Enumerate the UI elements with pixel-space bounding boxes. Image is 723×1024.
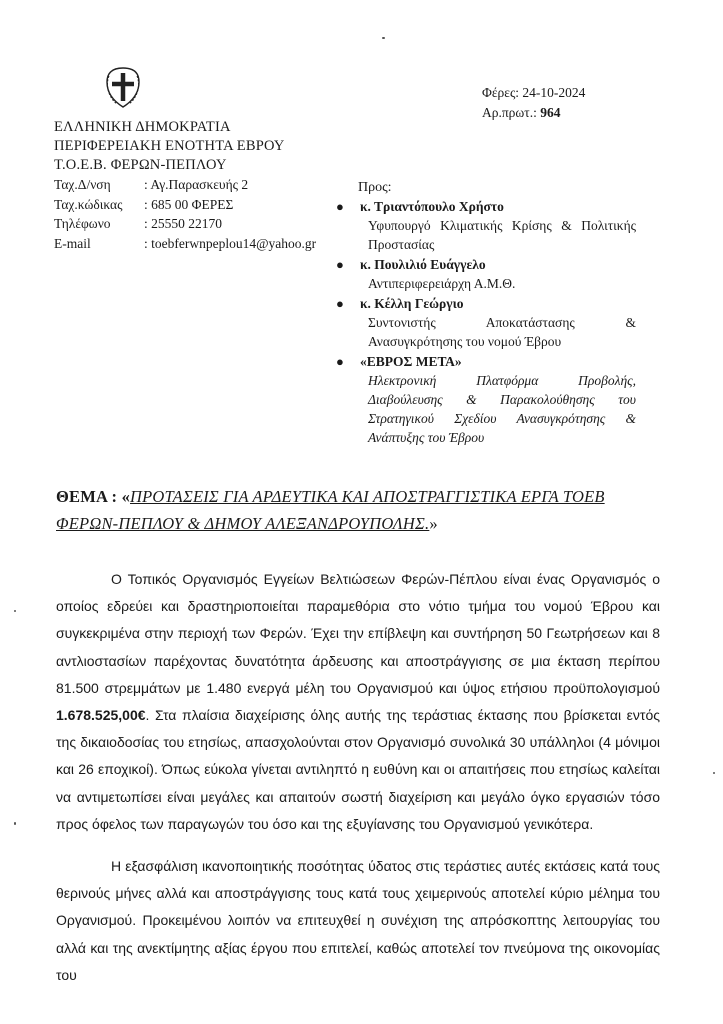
subject-end: » — [429, 514, 438, 533]
subject-text: ΠΡΟΤΑΣΕΙΣ ΓΙΑ ΑΡΔΕΥΤΙΚΑ ΚΑΙ ΑΠΟΣΤΡΑΓΓΙΣΤΙΚΑ ΕΡΓΑ ΤΟΕΒ ΦΕΡΩΝ-ΠΕΠΛΟΥ & ΔΗΜΟΥ ΑΛΕΞΑΝΔΡΟΥΠΟΛΗΣ. — [56, 487, 605, 533]
protocol-line — [482, 103, 585, 123]
recipient-item — [336, 197, 636, 254]
subject-line — [56, 483, 660, 537]
budget-amount: 1.678.525,00€ — [56, 707, 146, 724]
contact-label: Τηλέφωνο — [54, 216, 111, 231]
paragraph-1-text-a: Ο Τοπικός Οργανισμός Εγγείων Βελτιώσεων Φερών-Πέπλου είναι ένας Οργανισμός ο οποίος εδρεύει και δραστηριοποιείται παραμεθόρια στο νότιο τμήμα του νομού Έβρου και συγκεκριμένα στην περιοχή των Φερών. Έχει την επίβλεψη και συντήρηση 50 Γεωτρήσεων και 8 αντλιοστασίων παρέχοντας δυνατότητα άρδευσης και αποστράγγισης σε μια έκταση περίπου 81.500 στρεμμάτων με 1.480 ενεργά μέλη του Οργανισμού και ύψος ετήσιου προϋπολογισμού — [56, 571, 660, 696]
contact-label: Ταχ.κώδικας — [54, 196, 123, 212]
recipient-role: Ηλεκτρονική Πλατφόρμα Προβολής, Διαβούλευσης & Παρακολούθησης του Στρατηγικού Σχεδίου Ανασυγκρότησης & Ανάπτυξης του Έβρου — [368, 373, 636, 445]
contact-row-address — [54, 175, 316, 195]
contact-value: : 685 00 ΦΕΡΕΣ — [144, 196, 234, 212]
issuer-block — [54, 118, 285, 175]
recipient-role: Αντιπεριφερειάρχη Α.Μ.Θ. — [368, 276, 516, 291]
contact-label: Ταχ.Δ/νση — [54, 177, 111, 192]
scan-speck — [713, 772, 715, 774]
issuer-line-3: Τ.Ο.Ε.Β. ΦΕΡΩΝ-ΠΕΠΛΟΥ — [54, 157, 227, 173]
recipient-role: Συντονιστής Αποκατάστασης & Ανασυγκρότησης του νομού Έβρου — [368, 315, 636, 349]
contact-value: : 25550 22170 — [144, 216, 223, 231]
body-paragraph-1 — [56, 566, 660, 838]
issuer-line-2: ΠΕΡΙΦΕΡΕΙΑΚΗ ΕΝΟΤΗΤΑ ΕΒΡΟΥ — [54, 138, 285, 154]
date-line: Φέρες: 24-10-2024 — [482, 85, 586, 100]
recipient-name: κ. Πουλιλιό Ευάγγελο — [360, 257, 486, 272]
letter-body — [56, 566, 660, 1004]
protocol-number: 964 — [540, 105, 561, 120]
recipient-item — [336, 255, 636, 293]
recipient-name: κ. Τριαντόπουλο Χρήστο — [360, 199, 504, 214]
protocol-label: Αρ.πρωτ.: — [482, 105, 537, 120]
issuer-line-1: ΕΛΛΗΝΙΚΗ ΔΗΜΟΚΡΑΤΙΑ — [54, 119, 231, 135]
contact-row-phone — [54, 214, 316, 234]
scan-speck — [382, 37, 385, 39]
scan-speck — [14, 822, 16, 825]
body-paragraph-2: Η εξασφάλιση ικανοποιητικής ποσότητας ύδατος στις τεράστιες αυτές εκτάσεις κατά τους θερινούς μήνες αλλά και αποστράγγισης τους κατά τους χειμερινούς αποτελεί κύριο μέλημα του Οργανισμού. Προκειμένου λοιπόν να επιτευχθεί η συνέχιση της απρόσκοπτης λειτουργίας του αλλά και της ανεκτίμητης αξίας έργου που επιτελεί, καθώς αποτελεί τον πνεύμονα της οικονομίας του — [56, 858, 660, 983]
recipient-name: κ. Κέλλη Γεώργιο — [360, 296, 464, 311]
scan-speck — [14, 610, 16, 612]
document-meta — [482, 83, 585, 123]
contact-value: : toebferwnpeplou14@yahoo.gr — [144, 235, 317, 251]
recipient-name: «ΕΒΡΟΣ ΜΕΤΑ» — [360, 354, 462, 369]
paragraph-1-text-b: . Στα πλαίσια διαχείρισης όλης αυτής της τεράστιας έκτασης που βρίσκεται εντός της δικαιοδοσίας του ετησίως, απασχολούνται στον Οργανισμό συνολικά 30 υπάλληλοι (4 μόνιμοι και 26 εποχικοί). Όπως εύκολα γίνεται αντιληπτό η ευθύνη και οι απαιτήσεις που ετησίως καλείται να αντιμετωπίσει είναι μεγάλες και απαιτούν σωστή διαχείριση και μεγάλο όγκο εργασιών τόσο προς όφελος των παραγωγών του όσο και της εξυγίανσης του Οργανισμού γενικότερα. — [56, 707, 660, 832]
contact-row-postcode — [54, 195, 316, 215]
recipient-item — [336, 294, 636, 351]
bullet-icon: ● — [336, 354, 344, 369]
recipient-list — [336, 197, 636, 448]
bullet-icon: ● — [336, 199, 344, 214]
greek-coat-of-arms-icon — [103, 66, 143, 110]
recipient-item — [336, 352, 636, 447]
bullet-icon: ● — [336, 296, 344, 311]
contact-block — [54, 175, 316, 253]
contact-row-email — [54, 234, 316, 254]
to-label: Προς: — [358, 180, 392, 195]
subject-label: ΘΕΜΑ : « — [56, 487, 131, 506]
contact-value: : Αγ.Παρασκευής 2 — [144, 177, 249, 192]
contact-label: E-mail — [54, 235, 91, 251]
recipient-role: Υφυπουργό Κλιματικής Κρίσης & Πολιτικής Προστασίας — [368, 218, 636, 252]
bullet-icon: ● — [336, 257, 344, 272]
